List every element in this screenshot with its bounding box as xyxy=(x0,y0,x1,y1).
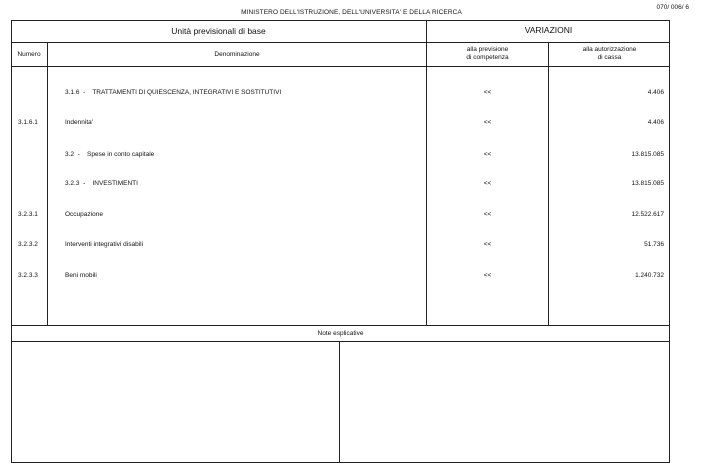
row-denominazione: Interventi integrativi disabili xyxy=(65,241,144,248)
row-cassa: 13.815.085 xyxy=(631,151,664,158)
row-denominazione: Indennita' xyxy=(65,119,93,126)
row-cassa: 12.522.617 xyxy=(631,211,664,218)
row-numero: 3.1.6.1 xyxy=(18,119,38,126)
row-cassa: 1.240.732 xyxy=(635,272,664,279)
row-denominazione: 3.2.3 - INVESTIMENTI xyxy=(65,180,138,187)
row-numero: 3.2.3.3 xyxy=(18,272,38,279)
row-denominazione: Occupazione xyxy=(65,211,103,218)
row-cassa: 4.406 xyxy=(647,89,664,96)
row-previsione: << xyxy=(483,272,492,279)
col-header-previsione: alla previsione di competenza xyxy=(466,46,509,61)
row-numero: 3.2.3.1 xyxy=(18,211,38,218)
row-previsione: << xyxy=(483,89,492,96)
row-previsione: << xyxy=(483,241,492,248)
row-previsione: << xyxy=(483,211,492,218)
notes-left-panel xyxy=(12,342,339,462)
row-cassa: 51.736 xyxy=(644,241,664,248)
row-previsione: << xyxy=(483,180,492,187)
col-header-denominazione: Denominazione xyxy=(214,51,260,58)
row-previsione: << xyxy=(483,151,492,158)
notes-title: Note esplicative xyxy=(317,330,364,337)
row-denominazione: 3.1.6 - TRATTAMENTI DI QUIESCENZA, INTEGRATIVI E SOSTITUTIVI xyxy=(65,89,282,96)
row-previsione: << xyxy=(483,119,492,126)
col-header-autorizzazione: alla autorizzazione di cassa xyxy=(582,46,637,61)
row-cassa: 13.815.085 xyxy=(631,180,664,187)
col-header-numero: Numero xyxy=(17,51,41,58)
ministry-title: MINISTERO DELL'ISTRUZIONE, DELL'UNIVERSITA' E DELLA RICERCA xyxy=(241,9,462,16)
group-header-variazioni: VARIAZIONI xyxy=(524,25,573,35)
notes-right-panel xyxy=(340,342,669,462)
group-header-upb: Unità previsionali di base xyxy=(171,26,266,36)
row-denominazione: Beni mobili xyxy=(65,272,97,279)
page-code: 070/ 006/ 6 xyxy=(656,4,689,11)
row-numero: 3.2.3.2 xyxy=(18,241,38,248)
row-denominazione: 3.2 - Spese in conto capitale xyxy=(65,151,155,158)
row-cassa: 4.406 xyxy=(647,119,664,126)
